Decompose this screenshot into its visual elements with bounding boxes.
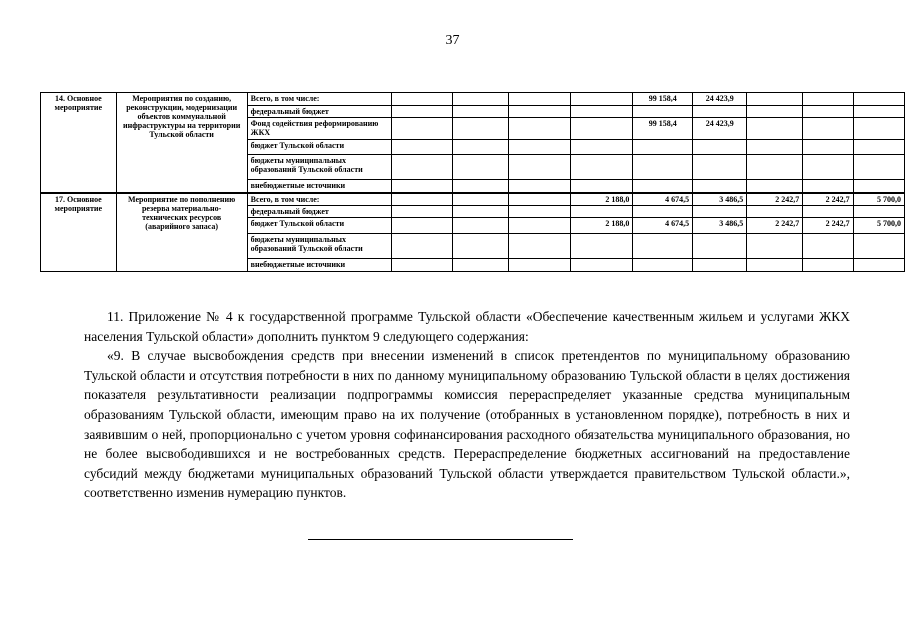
amount-cell	[570, 234, 633, 259]
amount-cell	[803, 140, 853, 155]
funding-source: Фонд содействия реформированию ЖКХ	[247, 118, 391, 140]
funding-source: бюджеты муниципальных образований Тульской области	[247, 155, 391, 180]
amount-cell	[452, 140, 509, 155]
amount-cell	[693, 259, 747, 272]
amount-cell	[570, 118, 633, 140]
funding-source: федеральный бюджет	[247, 106, 391, 118]
amount-cell	[509, 118, 570, 140]
table-row	[41, 93, 905, 106]
amount-cell	[452, 193, 509, 206]
amount-cell	[391, 234, 452, 259]
amount-cell	[452, 259, 509, 272]
amount-cell	[747, 155, 803, 180]
amount-cell	[633, 206, 693, 218]
amount-cell	[747, 93, 803, 106]
funding-source: Всего, в том числе:	[247, 193, 391, 206]
amount-cell	[803, 118, 853, 140]
amount-cell	[633, 180, 693, 193]
budget-table-body	[41, 93, 905, 272]
amount-cell	[509, 259, 570, 272]
funding-source: бюджет Тульской области	[247, 140, 391, 155]
amount-cell	[452, 118, 509, 140]
amount-cell	[570, 140, 633, 155]
funding-source: внебюджетные источники	[247, 259, 391, 272]
table-row	[41, 193, 905, 206]
activity-description: Мероприятие по пополнению резерва материально-технических ресурсов (аварийного запаса)	[116, 193, 247, 272]
amount-cell: 99 158,4	[633, 93, 693, 106]
amount-cell	[633, 155, 693, 180]
amount-cell: 3 486,5	[693, 193, 747, 206]
amount-cell	[633, 259, 693, 272]
amount-cell	[747, 140, 803, 155]
amount-cell	[452, 218, 509, 234]
amount-cell	[747, 259, 803, 272]
amount-cell	[803, 180, 853, 193]
amount-cell	[570, 155, 633, 180]
funding-source: бюджеты муниципальных образований Тульской области	[247, 234, 391, 259]
amount-cell	[570, 93, 633, 106]
amount-cell	[633, 140, 693, 155]
amount-cell	[509, 180, 570, 193]
amount-cell: 99 158,4	[633, 118, 693, 140]
amount-cell: 5 700,0	[853, 218, 904, 234]
amount-cell: 24 423,9	[693, 93, 747, 106]
amount-cell	[452, 155, 509, 180]
amount-cell	[509, 206, 570, 218]
amount-cell	[391, 140, 452, 155]
activity-name: 14. Основное мероприятие	[41, 93, 117, 193]
funding-source: внебюджетные источники	[247, 180, 391, 193]
paragraph-11: 11. Приложение № 4 к государственной программе Тульской области «Обеспечение качественным жильем и услугами ЖКХ населения Тульской области» дополнить пунктом 9 следующего содержания:	[84, 309, 850, 344]
amount-cell	[853, 140, 904, 155]
activity-name: 17. Основное мероприятие	[41, 193, 117, 272]
amount-cell	[693, 180, 747, 193]
amount-cell	[509, 193, 570, 206]
body-text	[84, 307, 850, 503]
amount-cell	[509, 234, 570, 259]
amount-cell	[633, 234, 693, 259]
amount-cell: 2 242,7	[747, 193, 803, 206]
amount-cell	[853, 106, 904, 118]
amount-cell	[693, 140, 747, 155]
amount-cell	[803, 259, 853, 272]
amount-cell	[633, 106, 693, 118]
amount-cell	[853, 180, 904, 193]
amount-cell	[803, 234, 853, 259]
amount-cell	[509, 106, 570, 118]
amount-cell	[570, 206, 633, 218]
amount-cell	[853, 155, 904, 180]
amount-cell	[570, 180, 633, 193]
amount-cell	[693, 106, 747, 118]
amount-cell	[853, 118, 904, 140]
amount-cell	[391, 118, 452, 140]
amount-cell	[452, 93, 509, 106]
amount-cell	[391, 180, 452, 193]
amount-cell	[391, 218, 452, 234]
amount-cell: 2 242,7	[803, 218, 853, 234]
amount-cell	[509, 140, 570, 155]
closing-rule	[308, 539, 573, 540]
amount-cell	[693, 206, 747, 218]
amount-cell	[452, 234, 509, 259]
amount-cell	[509, 218, 570, 234]
amount-cell	[452, 206, 509, 218]
amount-cell	[391, 193, 452, 206]
amount-cell: 3 486,5	[693, 218, 747, 234]
amount-cell	[747, 234, 803, 259]
amount-cell	[693, 234, 747, 259]
amount-cell	[853, 234, 904, 259]
page-number: 37	[445, 33, 460, 48]
funding-source: Всего, в том числе:	[247, 93, 391, 106]
amount-cell	[391, 206, 452, 218]
amount-cell	[853, 259, 904, 272]
activity-description: Мероприятия по созданию, реконструкции, модернизации объектов коммунальной инфраструктуры на территории Тульской области	[116, 93, 247, 193]
amount-cell	[570, 259, 633, 272]
amount-cell: 2 188,0	[570, 193, 633, 206]
amount-cell	[509, 155, 570, 180]
amount-cell	[747, 180, 803, 193]
amount-cell	[391, 155, 452, 180]
amount-cell	[747, 106, 803, 118]
amount-cell	[391, 106, 452, 118]
amount-cell	[391, 93, 452, 106]
paragraph-9-quote: «9. В случае высвобождения средств при внесении изменений в список претендентов по муниципальному образованию Тульской области и отсутствия потребности в них по данному муниципальному образованию Тульской области в целях достижения показателя результативности реализации подпрограммы комиссия перераспределяет указанные средства муниципальным образованиям Тульской области, имеющим право на их получение (отобранных в установленном порядке), потребность в них и заявившим о ней, пропорционально с учетом уровня софинансирования расходного обязательства муниципального образования, но не более высвободившихся и не востребованных средств. Перераспределение бюджетных ассигнований на предоставление субсидий между бюджетами муниципальных образований Тульской области утверждается правительством Тульской области.», соответственно изменив нумерацию пунктов.	[84, 348, 850, 501]
amount-cell: 2 242,7	[803, 193, 853, 206]
amount-cell	[693, 155, 747, 180]
amount-cell: 24 423,9	[693, 118, 747, 140]
amount-cell	[509, 93, 570, 106]
amount-cell	[803, 155, 853, 180]
amount-cell	[747, 206, 803, 218]
amount-cell	[803, 93, 853, 106]
funding-source: бюджет Тульской области	[247, 218, 391, 234]
amount-cell	[853, 206, 904, 218]
amount-cell	[803, 106, 853, 118]
amount-cell	[570, 106, 633, 118]
budget-table	[40, 92, 905, 272]
amount-cell	[747, 118, 803, 140]
amount-cell	[452, 180, 509, 193]
amount-cell	[452, 106, 509, 118]
amount-cell: 5 700,0	[853, 193, 904, 206]
amount-cell	[391, 259, 452, 272]
amount-cell: 4 674,5	[633, 218, 693, 234]
amount-cell: 4 674,5	[633, 193, 693, 206]
amount-cell: 2 242,7	[747, 218, 803, 234]
funding-source: федеральный бюджет	[247, 206, 391, 218]
amount-cell	[803, 206, 853, 218]
amount-cell: 2 188,0	[570, 218, 633, 234]
amount-cell	[853, 93, 904, 106]
